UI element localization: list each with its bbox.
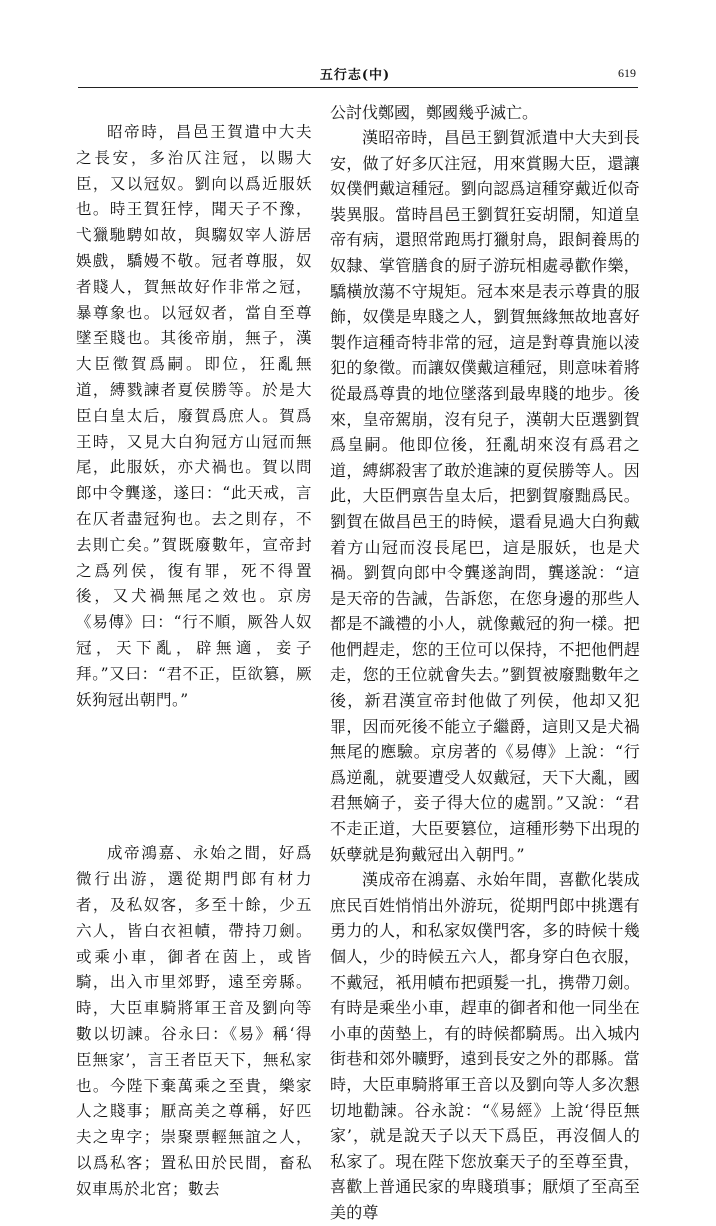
chapter-title: 五行志(中) xyxy=(319,68,391,83)
running-head xyxy=(0,62,716,86)
original-text-column xyxy=(76,98,312,1202)
translation-paragraph-zhaodi: 漢昭帝時，昌邑王劉賀派遣中大夫到長安，做了好多仄注冠，用來賞賜大臣，還讓奴僕們戴這種冠。劉向認爲這種穿戴近似奇裝異服。當時昌邑王劉賀狂妄胡鬧，知道皇帝有病，還照常跑馬打獵射鳥，跟飼養馬的奴隸、掌管膳食的厨子游玩相處尋歡作樂，驕橫放蕩不守規矩。冠本來是表示尊貴的服飾，奴僕是卑賤之人，劉賀無緣無故地喜好製作這種奇特非常的冠，這是對尊貴施以淩犯的象徵。而讓奴僕戴這種冠，則意味着將從最爲尊貴的地位墜落到最卑賤的地步。後來，皇帝駕崩，沒有兒子，漢朝大臣選劉賀爲皇嗣。他即位後，狂亂胡來沒有爲君之道，縛綁殺害了敢於進諫的夏侯勝等人。因此，大臣們禀告皇太后，把劉賀廢黜爲民。劉賀在做昌邑王的時候，還看見過大白狗戴着方山冠而沒長尾巴，這是服妖，也是犬禍。劉賀向郎中令龔遂詢問，龔遂說：“這是天帝的告誡，告訴您，在您身邊的那些人都是不識禮的小人，就像戴冠的狗一樣。把他們趕走，您的王位可以保持，不把他們趕走，您的王位就會失去。”劉賀被廢黜數年之後，新君漢宣帝封他做了列侯，他却又犯罪，因而死後不能立子繼爵，這則又是犬禍無尾的應驗。京房著的《易傳》上說：“行爲逆亂，就要遭受人奴戴冠，天下大亂，國君無嫡子，妾子得大位的處罰。”又說：“君不走正道，大臣要篡位，這種形勢下出現的妖孽就是狗戴冠出入朝門。” xyxy=(330,128,640,864)
original-paragraph-chengdi: 成帝鴻嘉、永始之間，好爲微行出游，選從期門郎有材力者，及私奴客，多至十餘，少五六人，皆白衣袒幘，帶持刀劍。或乘小車，御者在茵上，或皆騎，出入市里郊野，遠至旁縣。時，大臣車騎將軍王音及劉向等數以切諫。谷永曰：《易》稱‘得臣無家’，言王者臣天下，無私家也。今陛下棄萬乘之至貴，樂家人之賤事；厭高美之尊稱，好匹夫之卑字；崇聚票輕無誼之人，以爲私客；置私田於民間，畜私奴車馬於北宮；數去 xyxy=(76,844,312,1198)
translation-paragraph-chengdi: 漢成帝在鴻嘉、永始年間，喜歡化裝成庶民百姓悄悄出外游玩，從期門郎中挑選有勇力的人，和私家奴僕門客，多的時候十幾個人，少的時候五六人，都身穿白色衣服，不戴冠，衹用幘布把頭髮一扎，携帶刀劍。有時是乘坐小車，趕車的御者和他一同坐在小車的茵墊上，有的時候都騎馬。出入城内街巷和郊外曠野，遠到長安之外的郡縣。當時，大臣車騎將軍王音以及劉向等人多次懇切地勸諫。谷永說：“《易經》上說‘得臣無家’，就是說天子以天下爲臣，再沒個人的私家了。現在陛下您放棄天子的至尊至貴，喜歡上普通民家的卑賤瑣事；厭煩了至高至美的尊 xyxy=(330,870,640,1222)
translation-continuation: 公討伐鄭國，鄭國幾乎滅亡。 xyxy=(330,103,539,122)
page-number: 619 xyxy=(618,66,636,80)
original-paragraph-zhaodi: 昭帝時，昌邑王賀遣中大夫之長安，多治仄注冠，以賜大臣，又以冠奴。劉向以爲近服妖也。時王賀狂悖，聞天子不豫，弋獵馳騁如故，與騶奴宰人游居娛戲，驕嫚不敬。冠者尊服，奴者賤人，賀無故好作非常之冠，暴尊象也。以冠奴者，當自至尊墜至賤也。其後帝崩，無子，漢大臣徵賀爲嗣。即位，狂亂無道，縛戮諫者夏侯勝等。於是大臣白皇太后，廢賀爲庶人。賀爲王時，又見大白狗冠方山冠而無尾，此服妖，亦犬禍也。賀以問郎中令龔遂，遂曰：“此天戒，言在仄者盡冠狗也。去之則存，不去則亡矣。”賀既廢數年，宣帝封之爲列侯，復有罪，死不得置後，又犬禍無尾之效也。京房《易傳》曰：“行不順，厥咎人奴冠，天下亂，辟無適，妾子拜。”又曰：“君不正，臣欲篡，厥妖狗冠出朝門。” xyxy=(76,123,312,709)
translation-column xyxy=(330,100,640,1226)
header-rule xyxy=(78,87,638,88)
